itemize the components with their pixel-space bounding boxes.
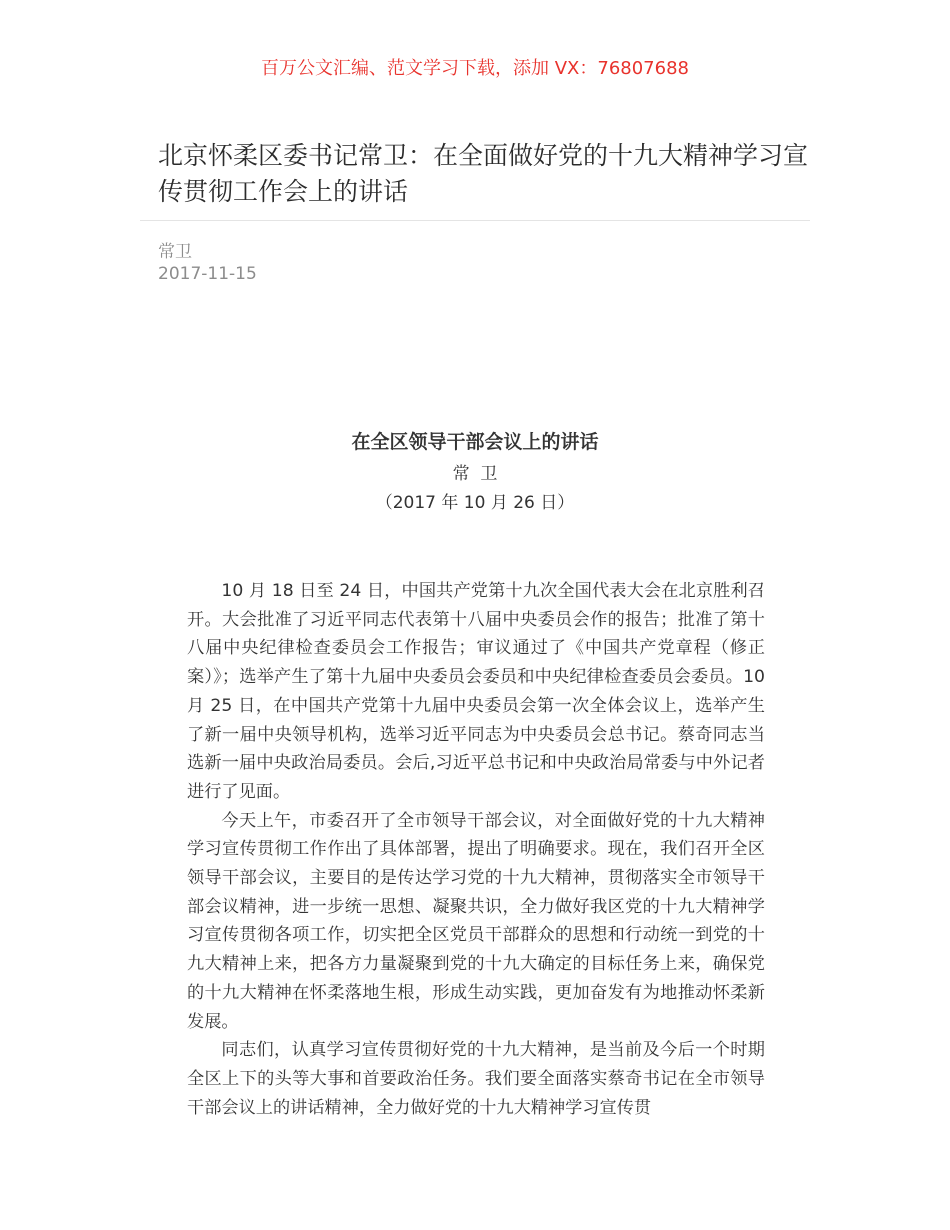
body-paragraph: 同志们，认真学习宣传贯彻好党的十九大精神，是当前及今后一个时期全区上下的头等大事和首要政治任务。我们要全面落实蔡奇书记在全市领导干部会议上的讲话精神，全力做好党的十九大精神学习宣传贯 — [187, 1040, 765, 1118]
article-author: 常卫 — [158, 242, 192, 262]
body-paragraph: 今天上午，市委召开了全市领导干部会议，对全面做好党的十九大精神学习宣传贯彻工作作出了具体部署，提出了明确要求。现在，我们召开全区领导干部会议，主要目的是传达学习党的十九大精神，贯彻落实全市领导干部会议精神，进一步统一思想、凝聚共识，全力做好我区党的十九大精神学习宣传贯彻各项工作，切实把全区党员干部群众的思想和行动统一到党的十九大精神上来，把各方力量凝聚到党的十九大确定的目标任务上来，确保党的十九大精神在怀柔落地生根，形成生动实践，更加奋发有为地推动怀柔新发展。 — [187, 810, 765, 1032]
article-title: 北京怀柔区委书记常卫：在全面做好党的十九大精神学习宣传贯彻工作会上的讲话 — [158, 141, 809, 206]
speech-date: （2017 年 10 月 26 日） — [375, 493, 575, 513]
body-paragraph: 10 月 18 日至 24 日，中国共产党第十九次全国代表大会在北京胜利召开。大会批准了习近平同志代表第十八届中央委员会作的报告；批准了第十八届中央纪律检查委员会工作报告；审议通过了《中国共产党章程（修正案）》；选举产生了第十九届中央委员会委员和中央纪律检查委员会委员。10 月 25 日，在中国共产党第十九届中央委员会第一次全体会议上，选举产生了新一届中央领导机构，选举习近平同志为中央委员会总书记。蔡奇同志当选新一届中央政治局委员。会后,习近平总书记和中央政治局常委与中外记者进行了见面。 — [187, 581, 765, 802]
title-divider — [140, 220, 810, 221]
speech-body — [187, 577, 765, 1122]
promo-banner: 百万公文汇编、范文学习下载，添加 VX：76807688 — [261, 58, 689, 79]
speech-title: 在全区领导干部会议上的讲话 — [351, 431, 599, 453]
article-date: 2017-11-15 — [158, 264, 257, 284]
speech-author: 常 卫 — [452, 464, 498, 484]
